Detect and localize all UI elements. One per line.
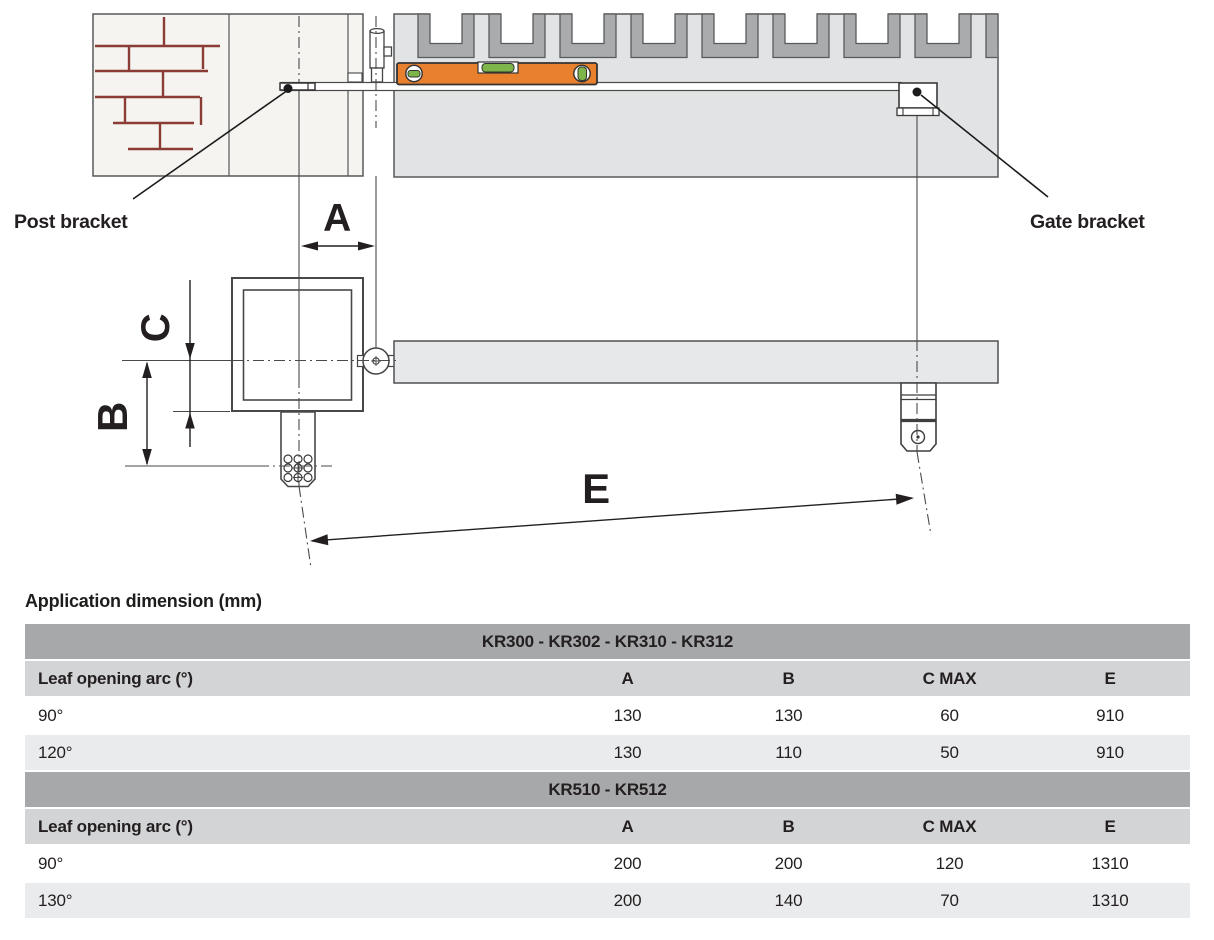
table-column-headers	[25, 809, 1190, 844]
col-header-arc: Leaf opening arc (°)	[25, 809, 547, 844]
dimension-e	[310, 465, 914, 545]
section-title: KR510 - KR512	[25, 772, 1190, 807]
cell-arc: 130°	[25, 883, 547, 918]
cell-cmax: 120	[869, 846, 1030, 881]
dimension-c	[134, 280, 195, 447]
arrowhead-up	[185, 413, 195, 429]
col-header-a: A	[547, 809, 708, 844]
post-top-view	[232, 278, 363, 411]
table-row	[25, 883, 1190, 918]
table-row	[25, 735, 1190, 770]
arrowhead-left	[301, 242, 318, 251]
dim-b-label: B	[89, 401, 136, 433]
arrowhead-left	[310, 534, 328, 545]
col-header-b: B	[708, 809, 869, 844]
gate-bracket-pivot-dot	[913, 88, 922, 97]
cell-e: 1310	[1030, 883, 1190, 918]
cell-e: 910	[1030, 698, 1190, 733]
arrowhead-up	[142, 362, 152, 379]
col-header-b: B	[708, 661, 869, 696]
arrowhead-down	[185, 343, 195, 359]
dim-e-label: E	[582, 465, 610, 512]
post-bracket-label: Post bracket	[14, 211, 128, 233]
gate-bracket-top-view	[901, 383, 936, 451]
arrowhead-down	[142, 449, 152, 466]
cell-arc: 90°	[25, 846, 547, 881]
col-header-cmax: C MAX	[869, 661, 1030, 696]
dim-a-label: A	[323, 197, 351, 240]
table-row	[25, 698, 1190, 733]
cell-arc: 90°	[25, 698, 547, 733]
cell-cmax: 60	[869, 698, 1030, 733]
gate-bracket-label: Gate bracket	[1030, 211, 1145, 233]
cell-cmax: 70	[869, 883, 1030, 918]
gate-bracket	[897, 83, 939, 116]
brick-wall	[93, 14, 363, 176]
cell-e: 910	[1030, 735, 1190, 770]
cell-a: 130	[547, 698, 708, 733]
gate-pickets	[418, 13, 1042, 58]
table-title: Application dimension (mm)	[25, 591, 262, 611]
cell-a: 130	[547, 735, 708, 770]
col-header-cmax: C MAX	[869, 809, 1030, 844]
gate-leaf-top-view	[394, 341, 998, 383]
cell-arc: 120°	[25, 735, 547, 770]
cell-a: 200	[547, 846, 708, 881]
arrowhead-right	[358, 242, 375, 251]
table-row	[25, 846, 1190, 881]
cell-cmax: 50	[869, 735, 1030, 770]
arrowhead-right	[896, 494, 914, 505]
section-title: KR300 - KR302 - KR310 - KR312	[25, 624, 1190, 659]
dim-c-label: C	[134, 313, 178, 343]
cell-a: 200	[547, 883, 708, 918]
table-column-headers	[25, 661, 1190, 696]
gate-leaf	[394, 13, 1042, 177]
cell-e: 1310	[1030, 846, 1190, 881]
table-section-header	[25, 624, 1190, 659]
cell-b: 110	[708, 735, 869, 770]
cell-b: 140	[708, 883, 869, 918]
table-section-header	[25, 772, 1190, 807]
col-header-a: A	[547, 661, 708, 696]
dimension-b	[89, 362, 152, 466]
cell-b: 200	[708, 846, 869, 881]
col-header-e: E	[1030, 661, 1190, 696]
cell-b: 130	[708, 698, 869, 733]
dimension-a	[301, 197, 375, 251]
operator-mounting-plate	[281, 412, 315, 487]
col-header-e: E	[1030, 809, 1190, 844]
application-dimensions-table	[25, 622, 1190, 920]
spirit-level	[397, 62, 597, 85]
col-header-arc: Leaf opening arc (°)	[25, 661, 547, 696]
